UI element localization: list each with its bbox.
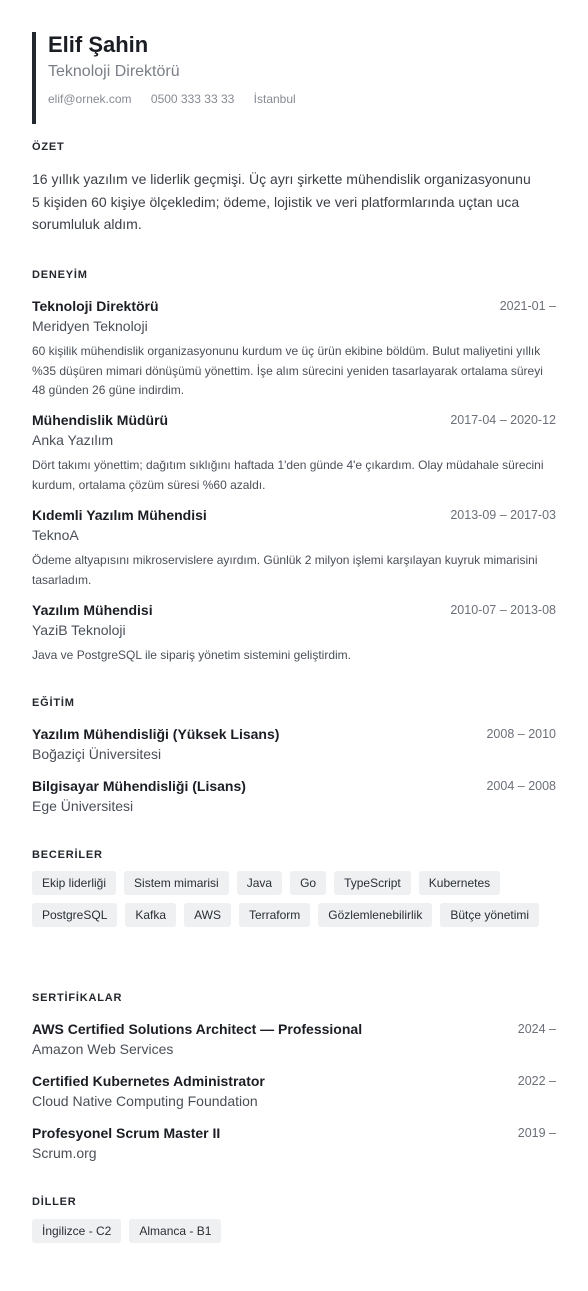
experience-company: Anka Yazılım: [32, 432, 114, 448]
education-degree: Bilgisayar Mühendisliği (Lisans): [32, 778, 246, 794]
experience-date: 2013-09 – 2017-03: [450, 508, 556, 522]
certification-item: [32, 1021, 556, 1063]
skill-chip: Go: [290, 871, 326, 895]
experience-date: 2021-01 –: [499, 299, 556, 313]
contact-line: [48, 92, 312, 106]
experience-date: 2017-04 – 2020-12: [450, 413, 556, 427]
skill-chip: Terraform: [239, 903, 310, 927]
experience-description: Java ve PostgreSQL ile sipariş yönetim sistemini geliştirdim.: [32, 648, 352, 662]
experience-item: [32, 298, 556, 400]
education-date: 2004 – 2008: [486, 779, 556, 793]
summary-text: 16 yıllık yazılım ve liderlik geçmişi. Üç ayrı şirkette mühendislik organizasyonunu 5 kişiden 60 kişiye ölçekledim; ödeme, lojistik ve veri platformlarında uçtan uca sorumluluk aldım.: [32, 171, 531, 232]
skill-chip: Kubernetes: [419, 871, 500, 895]
experience-company: YaziB Teknoloji: [32, 622, 126, 638]
skill-chip: Bütçe yönetimi: [440, 903, 539, 927]
experience-item: [32, 602, 556, 666]
skills-list: [32, 871, 556, 927]
certification-name: Profesyonel Scrum Master II: [32, 1125, 221, 1141]
phone-text: 0500 333 33 33: [150, 92, 235, 106]
certification-item: [32, 1073, 556, 1115]
experience-item: [32, 412, 556, 496]
skill-chip: Java: [237, 871, 282, 895]
certification-name: Certified Kubernetes Administrator: [32, 1073, 265, 1089]
certifications-heading: SERTİFİKALAR: [32, 992, 123, 1004]
education-item: [32, 778, 556, 820]
certification-date: 2022 –: [517, 1074, 556, 1088]
email-text: elif@ornek.com: [48, 92, 132, 106]
certification-issuer: Amazon Web Services: [32, 1041, 174, 1057]
education-item: [32, 726, 556, 768]
skill-chip: PostgreSQL: [32, 903, 117, 927]
education-degree: Yazılım Mühendisliği (Yüksek Lisans): [32, 726, 280, 742]
experience-heading: DENEYİM: [32, 269, 88, 281]
experience-date: 2010-07 – 2013-08: [450, 603, 556, 617]
language-chip: İngilizce - C2: [32, 1219, 121, 1243]
summary-heading: ÖZET: [32, 141, 65, 153]
skill-chip: Ekip liderliği: [32, 871, 116, 895]
education-school: Ege Üniversitesi: [32, 798, 134, 814]
experience-company: TeknoA: [32, 527, 79, 543]
education-date: 2008 – 2010: [486, 727, 556, 741]
skill-chip: Kafka: [125, 903, 176, 927]
experience-description: Ödeme altyapısını mikroservislere ayırdım. Günlük 2 milyon işlemi karşılayan kuyruk mimarisini tasarladım.: [32, 553, 538, 587]
experience-description: Dört takımı yönettim; dağıtım sıklığını haftada 1'den günde 4'e çıkardım. Olay müdahale sürecini kurdum, ortalama çözüm süresi %60 azaldı.: [32, 458, 544, 492]
certification-item: [32, 1125, 556, 1167]
skill-chip: TypeScript: [334, 871, 411, 895]
experience-description: 60 kişilik mühendislik organizasyonunu kurdum ve üç ürün ekibine böldüm. Bulut maliyetini yıllık %35 düşüren mimari dönüşümü yönettim. İşe alım sürecini yeniden tasarlayarak ortalama süreyi 48 günden 26 güne indirdim.: [32, 344, 543, 397]
experience-item: [32, 507, 556, 591]
certification-date: 2024 –: [517, 1022, 556, 1036]
education-school: Boğaziçi Üniversitesi: [32, 746, 162, 762]
education-heading: EĞİTİM: [32, 697, 75, 709]
resume-header: [32, 32, 556, 124]
skill-chip: AWS: [184, 903, 231, 927]
job-title: Teknoloji Direktörü: [48, 63, 180, 80]
city-text: İstanbul: [253, 92, 296, 106]
certification-issuer: Cloud Native Computing Foundation: [32, 1093, 258, 1109]
experience-role: Kıdemli Yazılım Mühendisi: [32, 507, 207, 523]
language-chip: Almanca - B1: [129, 1219, 221, 1243]
certification-date: 2019 –: [517, 1126, 556, 1140]
skills-heading: BECERİLER: [32, 849, 103, 861]
skill-chip: Sistem mimarisi: [124, 871, 229, 895]
certification-issuer: Scrum.org: [32, 1145, 97, 1161]
experience-role: Yazılım Mühendisi: [32, 602, 153, 618]
person-name: Elif Şahin: [48, 32, 149, 57]
experience-role: Mühendislik Müdürü: [32, 412, 169, 428]
languages-heading: DİLLER: [32, 1196, 77, 1208]
certification-name: AWS Certified Solutions Architect — Professional: [32, 1021, 363, 1037]
experience-role: Teknoloji Direktörü: [32, 298, 159, 314]
skill-chip: Gözlemlenebilirlik: [318, 903, 432, 927]
languages-list: [32, 1219, 556, 1243]
experience-company: Meridyen Teknoloji: [32, 318, 148, 334]
